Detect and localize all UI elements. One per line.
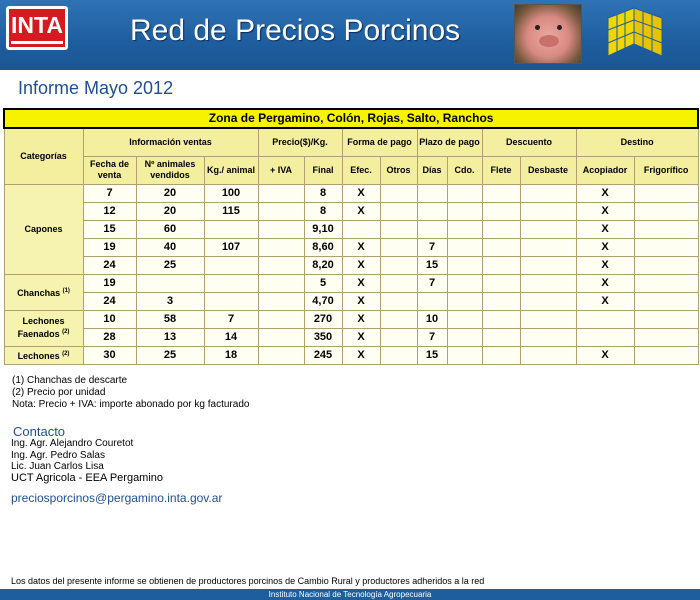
- contact-email-link[interactable]: preciosporcinos@pergamino.inta.gov.ar: [11, 491, 223, 505]
- cell-iva: [258, 220, 304, 238]
- cell-flete: [482, 274, 520, 292]
- header-acopiador: Acopiador: [576, 156, 634, 184]
- cell-frigorifico: [634, 238, 698, 256]
- header-frigorifico: Frigorífico: [634, 156, 698, 184]
- cell-iva: [258, 274, 304, 292]
- cell-final: 8,60: [304, 238, 342, 256]
- cell-dias: 15: [417, 256, 447, 274]
- cell-cdo: [447, 346, 482, 364]
- page-title: Red de Precios Porcinos: [130, 14, 461, 47]
- footnote-1: (1) Chanchas de descarte: [12, 375, 128, 386]
- category-label: Capones: [24, 223, 63, 234]
- cell-iva: [258, 184, 304, 202]
- cell-cdo: [447, 274, 482, 292]
- cell-dias: 7: [417, 238, 447, 256]
- cell-flete: [482, 202, 520, 220]
- header-animales-vendidos: Nº animales vendidos: [136, 156, 204, 184]
- cell-flete: [482, 220, 520, 238]
- table-row: [4, 184, 698, 202]
- cell-desbaste: [520, 328, 576, 346]
- cell-desbaste: [520, 220, 576, 238]
- header-fecha-venta: Fecha de venta: [83, 156, 136, 184]
- cell-kg: 100: [204, 184, 258, 202]
- category-label: Chanchas: [17, 287, 61, 298]
- cell-final: 9,10: [304, 220, 342, 238]
- cell-otros: [380, 220, 417, 238]
- cell-final: 8: [304, 202, 342, 220]
- category-label: Lechones: [17, 350, 60, 361]
- cell-final: 8: [304, 184, 342, 202]
- cell-animales: 25: [136, 346, 204, 364]
- contact-person: Lic. Juan Carlos Lisa: [11, 461, 104, 472]
- header-cdo: Cdo.: [447, 156, 482, 184]
- footnote-2: (2) Precio por unidad: [12, 387, 106, 398]
- cell-fecha: 24: [83, 256, 136, 274]
- table-row: [4, 220, 698, 238]
- cell-iva: [258, 292, 304, 310]
- cell-desbaste: [520, 292, 576, 310]
- cell-acopiador: X: [576, 256, 634, 274]
- category-label: Lechones Faenados: [17, 316, 65, 339]
- header-otros: Otros: [380, 156, 417, 184]
- cell-efec: X: [342, 292, 380, 310]
- cell-fecha: 19: [83, 274, 136, 292]
- cell-fecha: 10: [83, 310, 136, 328]
- cell-fecha: 12: [83, 202, 136, 220]
- cell-animales: 20: [136, 184, 204, 202]
- cell-kg: [204, 274, 258, 292]
- header-efec: Efec.: [342, 156, 380, 184]
- cell-final: 5: [304, 274, 342, 292]
- category-footnote-ref: (2): [62, 350, 70, 357]
- contact-person: Ing. Agr. Alejandro Couretot: [11, 438, 134, 449]
- cell-efec: X: [342, 346, 380, 364]
- cell-otros: [380, 346, 417, 364]
- footer-bar: Instituto Nacional de Tecnología Agropecuaria: [0, 589, 700, 600]
- pig-eye: [557, 25, 562, 30]
- cell-final: 4,70: [304, 292, 342, 310]
- footer-note: Los datos del presente informe se obtienen de productores porcinos de Cambio Rural y productores adheridos a la red: [11, 576, 485, 586]
- header-forma-pago: Forma de pago: [342, 128, 417, 156]
- category-lechones-faenados: [4, 310, 83, 346]
- table-row: [4, 292, 698, 310]
- cell-dias: 7: [417, 274, 447, 292]
- cell-frigorifico: [634, 256, 698, 274]
- cell-fecha: 24: [83, 292, 136, 310]
- cell-acopiador: [576, 328, 634, 346]
- table-row: [4, 238, 698, 256]
- header-dias: Días: [417, 156, 447, 184]
- header-iva: + IVA: [258, 156, 304, 184]
- cell-iva: [258, 238, 304, 256]
- category-footnote-ref: (2): [62, 329, 70, 335]
- cell-acopiador: [576, 310, 634, 328]
- cell-animales: 58: [136, 310, 204, 328]
- category-capones: [4, 184, 83, 274]
- table-row: [4, 202, 698, 220]
- pig-snout: [539, 35, 559, 47]
- header-descuento: Descuento: [482, 128, 576, 156]
- cell-fecha: 28: [83, 328, 136, 346]
- cell-cdo: [447, 256, 482, 274]
- cell-kg: 115: [204, 202, 258, 220]
- cell-flete: [482, 328, 520, 346]
- cell-cdo: [447, 292, 482, 310]
- cell-acopiador: X: [576, 346, 634, 364]
- header-plazo-pago: Plazo de pago: [417, 128, 482, 156]
- cell-dias: [417, 184, 447, 202]
- cell-kg: [204, 292, 258, 310]
- pig-photo: [514, 4, 582, 64]
- category-chanchas: [4, 274, 83, 310]
- table-row: [4, 256, 698, 274]
- contact-person: Ing. Agr. Pedro Salas: [11, 449, 105, 461]
- cell-dias: [417, 202, 447, 220]
- cell-frigorifico: [634, 274, 698, 292]
- cell-otros: [380, 256, 417, 274]
- cell-otros: [380, 310, 417, 328]
- cell-efec: [342, 220, 380, 238]
- cell-efec: X: [342, 202, 380, 220]
- cell-animales: [136, 274, 204, 292]
- cell-dias: [417, 220, 447, 238]
- pig-eye: [535, 25, 540, 30]
- cell-iva: [258, 202, 304, 220]
- report-subtitle: Informe Mayo 2012: [18, 78, 174, 98]
- header-destino: Destino: [576, 128, 698, 156]
- cell-final: 350: [304, 328, 342, 346]
- table-row: [4, 328, 698, 346]
- contact-title: Contacto: [13, 424, 66, 439]
- cell-efec: X: [342, 328, 380, 346]
- cell-efec: X: [342, 256, 380, 274]
- cell-final: 245: [304, 346, 342, 364]
- cell-fecha: 30: [83, 346, 136, 364]
- cell-kg: 107: [204, 238, 258, 256]
- cell-otros: [380, 202, 417, 220]
- cell-final: 270: [304, 310, 342, 328]
- cell-frigorifico: [634, 310, 698, 328]
- cell-otros: [380, 292, 417, 310]
- cell-cdo: [447, 310, 482, 328]
- cell-desbaste: [520, 256, 576, 274]
- cell-frigorifico: [634, 202, 698, 220]
- cell-flete: [482, 256, 520, 274]
- zone-title: Zona de Pergamino, Colón, Rojas, Salto, Ranchos: [4, 109, 698, 128]
- cell-desbaste: [520, 238, 576, 256]
- cell-cdo: [447, 184, 482, 202]
- cell-cdo: [447, 238, 482, 256]
- cube-grid-logo: [604, 4, 668, 64]
- table-row: [4, 274, 698, 292]
- cell-dias: [417, 292, 447, 310]
- cell-desbaste: [520, 310, 576, 328]
- cell-kg: [204, 220, 258, 238]
- cell-frigorifico: [634, 220, 698, 238]
- cell-flete: [482, 184, 520, 202]
- cell-otros: [380, 238, 417, 256]
- cell-iva: [258, 310, 304, 328]
- header-categorias: Categorías: [4, 128, 83, 184]
- header-precio: Precio($)/Kg.: [258, 128, 342, 156]
- cell-fecha: 7: [83, 184, 136, 202]
- category-footnote-ref: (1): [62, 287, 70, 294]
- cell-animales: 20: [136, 202, 204, 220]
- cell-acopiador: X: [576, 220, 634, 238]
- cell-otros: [380, 328, 417, 346]
- cell-frigorifico: [634, 328, 698, 346]
- table-row: [4, 346, 698, 364]
- cell-frigorifico: [634, 346, 698, 364]
- cell-animales: 3: [136, 292, 204, 310]
- cell-desbaste: [520, 202, 576, 220]
- cell-animales: 60: [136, 220, 204, 238]
- cell-fecha: 15: [83, 220, 136, 238]
- cell-otros: [380, 184, 417, 202]
- cell-acopiador: X: [576, 238, 634, 256]
- cell-dias: 10: [417, 310, 447, 328]
- cell-efec: X: [342, 238, 380, 256]
- cell-iva: [258, 346, 304, 364]
- cell-frigorifico: [634, 184, 698, 202]
- cell-flete: [482, 310, 520, 328]
- cell-desbaste: [520, 346, 576, 364]
- cell-kg: 18: [204, 346, 258, 364]
- cell-kg: [204, 256, 258, 274]
- cell-frigorifico: [634, 292, 698, 310]
- header-desbaste: Desbaste: [520, 156, 576, 184]
- cell-fecha: 19: [83, 238, 136, 256]
- cell-flete: [482, 346, 520, 364]
- cell-kg: 7: [204, 310, 258, 328]
- header-final: Final: [304, 156, 342, 184]
- footnotes: [12, 375, 249, 411]
- table-row: [4, 310, 698, 328]
- cell-efec: X: [342, 184, 380, 202]
- cell-kg: 14: [204, 328, 258, 346]
- cell-cdo: [447, 202, 482, 220]
- cell-desbaste: [520, 274, 576, 292]
- cell-dias: 15: [417, 346, 447, 364]
- header-kg-animal: Kg./ animal: [204, 156, 258, 184]
- cell-acopiador: X: [576, 274, 634, 292]
- cell-animales: 13: [136, 328, 204, 346]
- cell-iva: [258, 328, 304, 346]
- cell-final: 8,20: [304, 256, 342, 274]
- cell-flete: [482, 238, 520, 256]
- category-lechones: [4, 346, 83, 364]
- contact-list: [11, 438, 163, 484]
- contact-organization: UCT Agricola - EEA Pergamino: [11, 471, 164, 484]
- cell-cdo: [447, 220, 482, 238]
- header-info-ventas: Información ventas: [83, 128, 258, 156]
- cell-cdo: [447, 328, 482, 346]
- cell-iva: [258, 256, 304, 274]
- cell-acopiador: X: [576, 184, 634, 202]
- cell-dias: 7: [417, 328, 447, 346]
- cell-acopiador: X: [576, 292, 634, 310]
- price-table: [3, 108, 699, 365]
- cell-efec: X: [342, 274, 380, 292]
- cell-acopiador: X: [576, 202, 634, 220]
- footnote-nota: Nota: Precio + IVA: importe abonado por kg facturado: [12, 399, 250, 410]
- cell-flete: [482, 292, 520, 310]
- cell-animales: 25: [136, 256, 204, 274]
- table-body: [4, 184, 698, 364]
- inta-logo: INTA: [6, 6, 68, 50]
- cell-desbaste: [520, 184, 576, 202]
- header-flete: Flete: [482, 156, 520, 184]
- header-banner: [0, 0, 700, 70]
- cell-animales: 40: [136, 238, 204, 256]
- cell-efec: X: [342, 310, 380, 328]
- cell-otros: [380, 274, 417, 292]
